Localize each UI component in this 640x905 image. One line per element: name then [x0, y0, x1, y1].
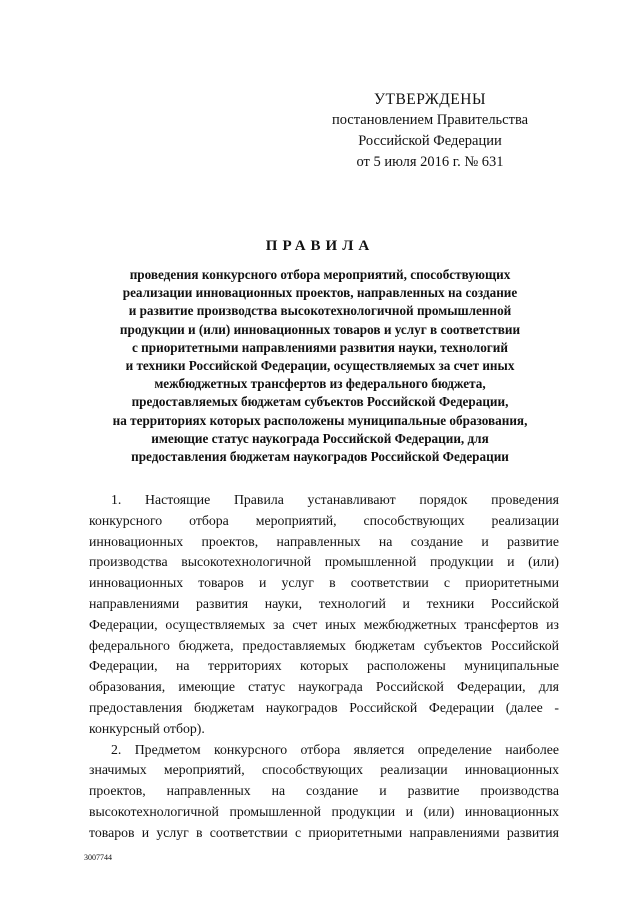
paragraph-1-line: направлениями развития науки, технологий и техники Российской — [89, 595, 559, 611]
paragraph-1-line: инновационных проектов, направленных на создание и развитие — [89, 533, 559, 549]
subtitle-line: и техники Российской Федерации, осуществляемых за счет иных — [125, 358, 515, 374]
paragraph-1-line: Федерации, на территориях которых расположены муниципальные — [89, 658, 559, 674]
paragraph-1-line: Федерации, осуществляемых за счет иных межбюджетных трансфертов из — [89, 616, 559, 632]
approval-stamp — [330, 90, 530, 173]
subtitle-line: реализации инновационных проектов, направленных на создание — [122, 285, 518, 301]
subtitle-line: предоставления бюджетам наукоградов Российской Федерации — [131, 449, 509, 465]
paragraph-1-line: предоставления бюджетам наукоградов Российской Федерации (далее - — [89, 699, 559, 715]
paragraph-1-line: образования, имеющие статус наукограда Российской Федерации, для — [89, 679, 559, 695]
paragraph-1-line: конкурсный отбор). — [89, 720, 205, 736]
document-heading: ПРАВИЛА — [265, 238, 375, 254]
paragraph-1-line: федерального бюджета, предоставляемых бюджетам субъектов Российской — [89, 637, 559, 653]
paragraph-1-line: производства высокотехнологичной промышленной продукции и (или) — [89, 554, 559, 570]
paragraph-1-line: инновационных товаров и услуг в соответствии с приоритетными — [89, 575, 559, 591]
paragraph-2-line: высокотехнологичной промышленной продукции и (или) инновационных — [89, 803, 559, 819]
paragraph-1-line: 1. Настоящие Правила устанавливают порядок проведения — [111, 492, 559, 507]
subtitle-line: с приоритетными направлениями развития науки, технологий — [132, 339, 508, 355]
subtitle-line: продукции и (или) инновационных товаров и услуг в соответствии — [119, 321, 521, 337]
approval-line-1: постановлением Правительства — [331, 112, 529, 128]
approval-title: УТВЕРЖДЕНЫ — [374, 91, 486, 108]
subtitle-line: межбюджетных трансфертов из федерального бюджета, — [154, 376, 486, 392]
paragraph-2-line: значимых мероприятий, способствующих реализации инновационных — [89, 762, 559, 778]
paragraph-2-line: товаров и услуг в соответствии с приоритетными направлениями развития — [89, 824, 559, 840]
approval-line-2: Российской Федерации — [358, 133, 502, 149]
subtitle-line: на территориях которых расположены муниципальные образования, — [112, 412, 528, 428]
document-code: 3007744 — [84, 853, 112, 862]
document-subtitle — [60, 266, 580, 466]
approval-line-3: от 5 июля 2016 г. № 631 — [356, 154, 504, 170]
paragraph-1-line: конкурсного отбора мероприятий, способствующих реализации — [89, 512, 559, 528]
subtitle-line: проведения конкурсного отбора мероприятий, способствующих — [129, 267, 511, 282]
subtitle-line: и развитие производства высокотехнологичной промышленной — [128, 303, 512, 319]
document-body — [89, 490, 559, 844]
subtitle-line: предоставляемых бюджетам субъектов Российской Федерации, — [131, 394, 509, 410]
paragraph-2-line: проектов, направленных на создание и развитие производства — [89, 783, 559, 799]
subtitle-line: имеющие статус наукограда Российской Федерации, для — [151, 430, 489, 446]
paragraph-2-line: 2. Предметом конкурсного отбора является определение наиболее — [111, 741, 559, 757]
